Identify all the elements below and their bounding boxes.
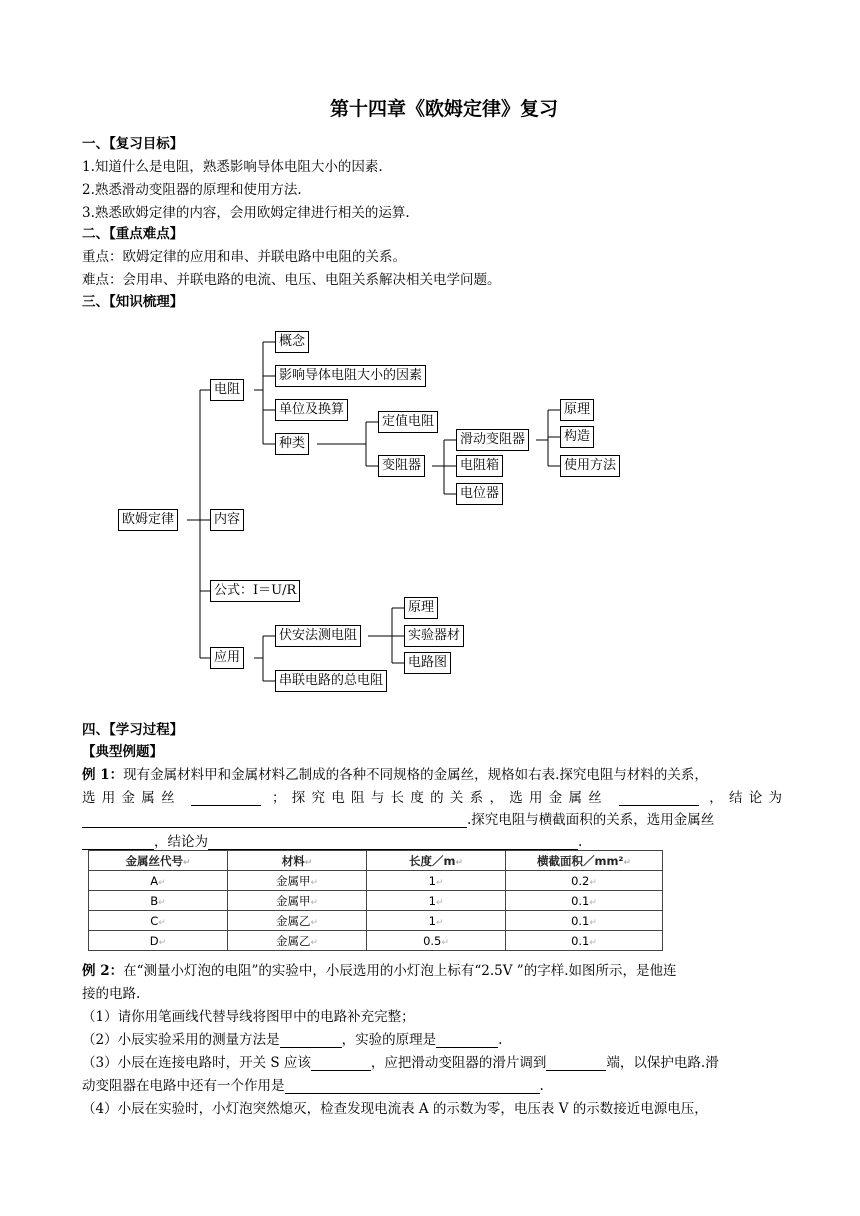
mindmap-node-formula: 公式：I＝U/R bbox=[210, 580, 300, 602]
table-header: 横截面积／mm²↵ bbox=[506, 851, 663, 871]
table-cell: 金属乙↵ bbox=[228, 911, 367, 931]
mindmap-node-concept: 概念 bbox=[275, 331, 309, 353]
mindmap-root: 欧姆定律 bbox=[118, 509, 178, 531]
example2-line1: 例 2：在“测量小灯泡的电阻”的实验中，小辰选用的小灯泡上标有“2.5V ”的字样.如图所示，是他连 bbox=[82, 963, 677, 979]
answer-blank[interactable] bbox=[280, 1033, 342, 1048]
example1-label: 例 1： bbox=[82, 767, 124, 783]
example1-line4: ，结论为 . bbox=[82, 830, 782, 850]
section-heading-goals: 一、【复习目标】 bbox=[82, 136, 184, 152]
table-cell: 1↵ bbox=[367, 891, 506, 911]
example1-line3: .探究电阻与横截面积的关系，选用金属丝 bbox=[82, 808, 782, 828]
wire-spec-table bbox=[88, 850, 663, 951]
table-row bbox=[89, 911, 663, 931]
answer-blank[interactable] bbox=[311, 1056, 371, 1071]
answer-blank[interactable] bbox=[436, 1033, 498, 1048]
mindmap-node-content: 内容 bbox=[210, 509, 244, 531]
subheading-examples: 【典型例题】 bbox=[82, 744, 163, 760]
mindmap-node-principle: 原理 bbox=[560, 399, 594, 421]
table-cell: 金属甲↵ bbox=[228, 891, 367, 911]
table-cell: A↵ bbox=[89, 871, 228, 891]
example2-q3-cont: 动变阻器在电路中还有一个作用是 . bbox=[82, 1078, 544, 1094]
keypoint-item: 难点：会用串、并联电路的电流、电压、电阻关系解决相关电学问题。 bbox=[82, 272, 501, 288]
table-cell: 0.1↵ bbox=[506, 931, 663, 951]
mindmap-node-potentiometer: 电位器 bbox=[456, 483, 503, 505]
answer-blank[interactable] bbox=[208, 835, 578, 850]
mindmap-node-structure: 构造 bbox=[560, 426, 594, 448]
table-header-row bbox=[89, 851, 663, 871]
example2-label: 例 2： bbox=[82, 963, 124, 979]
example1-line1: 例 1：现有金属材料甲和金属材料乙制成的各种不同规格的金属丝，规格如右表.探究电阻与材料的关系， bbox=[82, 767, 708, 783]
table-cell: 1↵ bbox=[367, 911, 506, 931]
goal-item: 1.知道什么是电阻，熟悉影响导体电阻大小的因素. bbox=[82, 159, 383, 175]
table-cell: 0.1↵ bbox=[506, 891, 663, 911]
table-cell: 金属乙↵ bbox=[228, 931, 367, 951]
answer-blank[interactable] bbox=[191, 791, 261, 806]
example2-q1: （1）请你用笔画线代替导线将图甲中的电路补充完整； bbox=[82, 1009, 415, 1025]
mindmap-node-resistance: 电阻 bbox=[210, 379, 244, 401]
mindmap-node-series-total: 串联电路的总电阻 bbox=[275, 670, 387, 692]
mindmap-node-variable-resistor: 变阻器 bbox=[378, 455, 425, 477]
answer-blank[interactable] bbox=[82, 835, 154, 850]
table-row bbox=[89, 891, 663, 911]
mindmap-node-rheostat: 滑动变阻器 bbox=[456, 429, 529, 451]
answer-blank[interactable] bbox=[546, 1056, 606, 1071]
mindmap-node-equipment: 实验器材 bbox=[404, 625, 464, 647]
mindmap-node-factors: 影响导体电阻大小的因素 bbox=[275, 365, 426, 387]
mindmap-node-types: 种类 bbox=[275, 433, 309, 455]
mindmap-node-circuit-diagram: 电路图 bbox=[404, 652, 451, 674]
table-cell: 0.5↵ bbox=[367, 931, 506, 951]
table-cell: B↵ bbox=[89, 891, 228, 911]
table-row bbox=[89, 871, 663, 891]
mindmap-node-fixed-resistor: 定值电阻 bbox=[378, 411, 438, 433]
goal-item: 2.熟悉滑动变阻器的原理和使用方法. bbox=[82, 182, 302, 198]
mindmap-node-app-principle: 原理 bbox=[404, 597, 438, 619]
table-cell: 0.2↵ bbox=[506, 871, 663, 891]
example2-q3: （3）小辰在连接电路时，开关 S 应该 ，应把滑动变阻器的滑片调到 端，以保护电路.滑 bbox=[82, 1055, 719, 1071]
table-cell: 金属甲↵ bbox=[228, 871, 367, 891]
section-heading-keypoints: 二、【重点难点】 bbox=[82, 226, 184, 242]
table-row bbox=[89, 931, 663, 951]
mindmap-node-application: 应用 bbox=[210, 647, 244, 669]
page-title: 第十四章《欧姆定律》复习 bbox=[330, 98, 559, 120]
table-cell: 0.1↵ bbox=[506, 911, 663, 931]
example2-q4: （4）小辰在实验时，小灯泡突然熄灭，检查发现电流表 A 的示数为零，电压表 V 的示数接近电源电压， bbox=[82, 1101, 708, 1117]
table-cell: C↵ bbox=[89, 911, 228, 931]
section-heading-process: 四、【学习过程】 bbox=[82, 722, 184, 738]
table-header: 材料↵ bbox=[228, 851, 367, 871]
answer-blank[interactable] bbox=[619, 791, 699, 806]
mindmap-node-resistance-box: 电阻箱 bbox=[456, 455, 503, 477]
mindmap-node-voltammetry: 伏安法测电阻 bbox=[275, 625, 361, 647]
mindmap-node-usage: 使用方法 bbox=[560, 455, 620, 477]
keypoint-item: 重点：欧姆定律的应用和串、并联电路中电阻的关系。 bbox=[82, 249, 406, 265]
goal-item: 3.熟悉欧姆定律的内容，会用欧姆定律进行相关的运算. bbox=[82, 205, 410, 221]
section-heading-knowledge: 三、【知识梳理】 bbox=[82, 294, 184, 310]
example2-q2: （2）小辰实验采用的测量方法是 ，实验的原理是 . bbox=[82, 1032, 503, 1048]
answer-blank[interactable] bbox=[82, 813, 467, 828]
example1-line2: 选用金属丝 ；探究电阻与长度的关系，选用金属丝 ，结论为 bbox=[82, 790, 783, 806]
table-header: 金属丝代号↵ bbox=[89, 851, 228, 871]
table-header: 长度／m↵ bbox=[367, 851, 506, 871]
mindmap-node-units: 单位及换算 bbox=[275, 399, 348, 421]
table-cell: D↵ bbox=[89, 931, 228, 951]
table-cell: 1↵ bbox=[367, 871, 506, 891]
answer-blank[interactable] bbox=[285, 1079, 540, 1094]
example2-line2: 接的电路. bbox=[82, 986, 141, 1002]
